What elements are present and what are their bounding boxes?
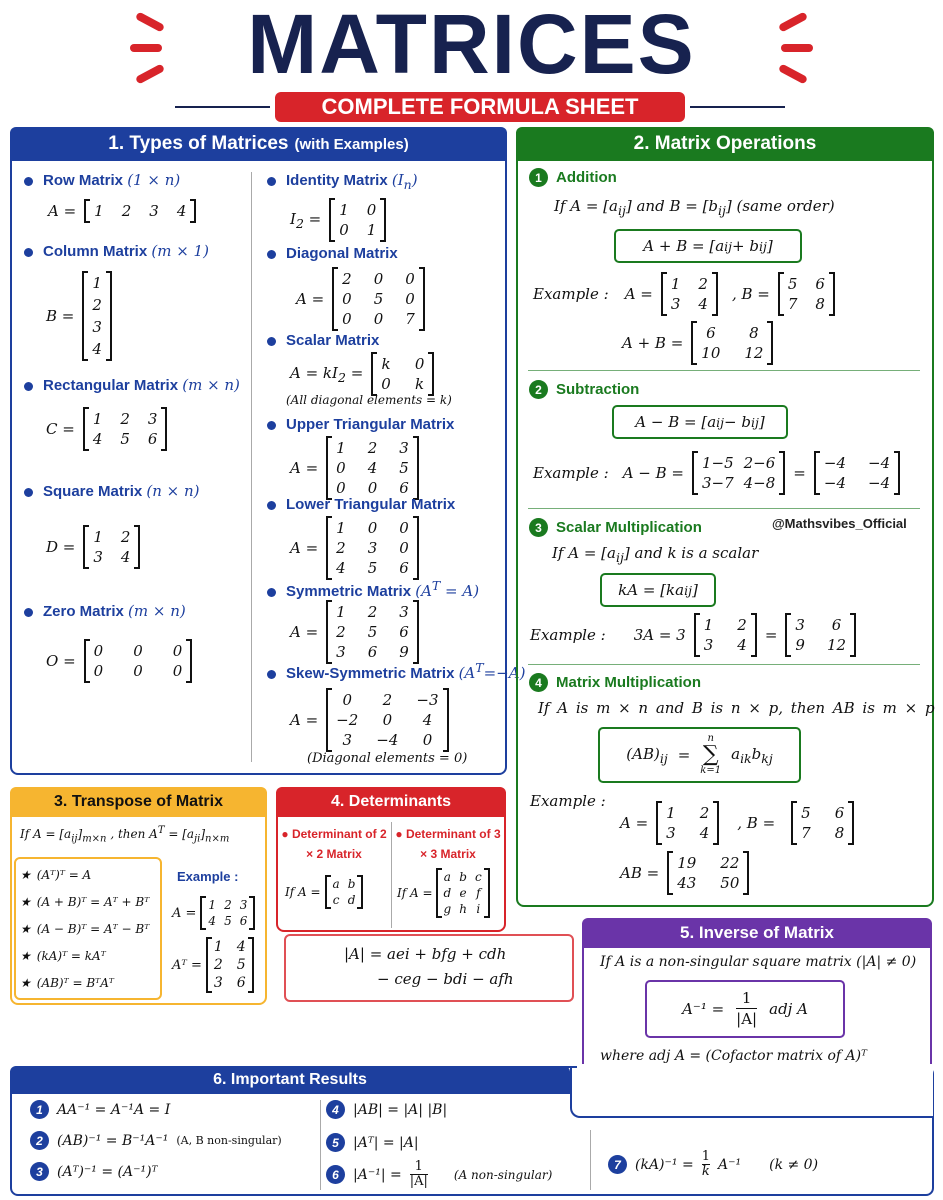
section-results-edge — [588, 1116, 934, 1118]
scalar-mult-formula-box: kA = [ka ij ] — [600, 573, 716, 607]
matrix-entry: 1 — [666, 804, 676, 822]
subtitle-line-left — [175, 106, 270, 108]
star-icon: ★ — [20, 949, 31, 963]
matrix-entry: 3 — [149, 202, 159, 220]
section-transpose-header — [10, 787, 267, 817]
matrix-entry: 4 — [236, 939, 246, 955]
matrix-entry: c — [474, 870, 482, 884]
transpose-property: ★ (AB)ᵀ = BᵀAᵀ — [20, 976, 114, 990]
addition-sum: A + B = 6 8 10 12 — [622, 322, 773, 364]
lower-triangular-example: A = 1 0 0 2 3 0 4 5 6 — [290, 517, 419, 579]
addition-example: Example : A = 1 2 3 4 , B = 5 6 7 8 — [533, 273, 835, 315]
matrix-entry: 4 — [422, 711, 433, 729]
matrix-entry: 1 — [670, 275, 681, 293]
matrix-entry: 7 — [405, 310, 415, 328]
author-handle: @Mathsvibes_Official — [772, 516, 907, 531]
matrix-entry: 5 — [120, 430, 130, 448]
matrix-entry: 0 — [414, 355, 425, 373]
matrix-mult-example: A = 1 2 3 4 , B = 5 6 7 8 — [620, 802, 854, 844]
zero-matrix-label: Zero Matrix (m × n) — [24, 602, 186, 620]
addition-matrix-b — [778, 273, 835, 315]
subtraction-matrix-work — [692, 452, 785, 494]
matrix-entry: −3 — [416, 691, 439, 709]
row-matrix — [84, 200, 196, 222]
matrix-entry: 2−6 — [743, 454, 776, 472]
matrix-entry: 0 — [373, 310, 384, 328]
matrix-entry: 2 — [224, 898, 232, 912]
section-inverse-header — [582, 918, 932, 948]
skew-symmetric-label: Skew-Symmetric Matrix $(A^T=-A)$ — [267, 660, 525, 682]
transpose-matrix-at — [206, 938, 254, 992]
title-area — [0, 0, 943, 125]
matrix-entry: −4 — [868, 454, 891, 472]
matrix-entry: 0 — [339, 221, 349, 239]
matrix-entry: 1 — [213, 939, 223, 955]
matrix-mult-product: AB = 19 22 43 50 — [620, 852, 749, 894]
matrix-entry: 6 — [834, 804, 845, 822]
matrix-entry: d — [347, 893, 356, 907]
scalar-matrix — [371, 353, 434, 395]
subtitle-line-right — [690, 106, 785, 108]
matrix-entry: 0 — [382, 711, 393, 729]
square-matrix — [83, 526, 140, 568]
matrix-entry: 4 — [367, 459, 378, 477]
result-6: 6 |A⁻¹| = $\frac{1}{|A|}$ (A non-singular) — [326, 1160, 552, 1190]
matrix-entry: 43 — [677, 874, 697, 892]
matrix-entry: k — [415, 375, 425, 393]
square-matrix-example: D = 1 2 3 4 — [46, 526, 140, 568]
section-results-header — [10, 1066, 570, 1094]
matrix-entry: −4 — [868, 474, 891, 492]
matrix-entry: 0 — [405, 270, 415, 288]
matrix-entry: 1 — [92, 274, 102, 292]
scalar-mult-matrix — [694, 614, 757, 656]
transpose-definition: If $A = [a_{ij}]_{m\times n}$ , then $A^T = [a_{ji}]_{n\times m}$ — [20, 825, 230, 845]
matrix-entry: 50 — [720, 874, 740, 892]
matrix-entry: −4 — [823, 474, 846, 492]
matrix-entry: 0 — [367, 519, 378, 537]
det3-label: ● Determinant of 3 × 3 Matrix — [395, 827, 501, 861]
result-3: 3 (Aᵀ)⁻¹ = (A⁻¹)ᵀ — [30, 1162, 157, 1181]
section-inverse-title: 5. Inverse of Matrix — [679, 923, 834, 942]
matrix-entry: 5 — [367, 623, 378, 641]
scalar-mult-result — [785, 614, 856, 656]
diagonal-matrix-label: Diagonal Matrix — [267, 245, 398, 262]
det2-matrix — [325, 876, 364, 908]
matrix-mult-formula-box: $(AB)_{ij}$ = n ∑ k=1 $a_{ik}b_{kj}$ — [598, 727, 801, 783]
result-5: 5 |Aᵀ| = |A| — [326, 1133, 419, 1152]
det3-formula-line1: |A| = aei + bfg + cdh — [344, 945, 507, 963]
matrix-entry: 4−8 — [743, 474, 776, 492]
matrix-entry: 4 — [92, 430, 103, 448]
scalar-mult-condition: If $A = [a_{ij}]$ and k is a scalar — [552, 544, 759, 565]
matrix-entry: 0 — [172, 662, 183, 680]
matrix-entry: 3 — [92, 318, 102, 336]
section-types-header — [10, 127, 507, 161]
subtraction-matrix-result — [814, 452, 900, 494]
matrix-mult-matrix-a — [656, 802, 719, 844]
matrix-entry: 1 — [94, 202, 104, 220]
matrix-entry: 2 — [367, 439, 378, 457]
star-icon: ★ — [20, 922, 31, 936]
matrix-entry: 0 — [336, 479, 346, 497]
matrix-entry: a — [443, 870, 451, 884]
identity-matrix — [329, 199, 386, 241]
matrix-entry: 0 — [399, 539, 409, 557]
matrix-entry: 7 — [787, 295, 798, 313]
matrix-entry: 6 — [399, 479, 409, 497]
matrix-entry: 2 — [698, 275, 708, 293]
section-determinants-title: 4. Determinants — [330, 793, 452, 810]
matrix-entry: 7 — [801, 824, 811, 842]
matrix-entry: 5 — [367, 559, 378, 577]
matrix-entry: d — [443, 886, 452, 900]
matrix-entry: 3−7 — [701, 474, 734, 492]
matrix-entry: 5 — [224, 914, 232, 928]
result-4: 4 |AB| = |A| |B| — [326, 1100, 447, 1119]
section-operations-header — [516, 127, 934, 161]
matrix-entry: 2 — [120, 410, 130, 428]
matrix-entry: −4 — [376, 731, 399, 749]
transpose-property: ★ (kA)ᵀ = kAᵀ — [20, 949, 106, 963]
matrix-entry: 8 — [834, 824, 845, 842]
results-divider — [320, 1100, 321, 1190]
section-results-title: 6. Important Results — [213, 1071, 367, 1088]
column-matrix-label: Column Matrix (m × 1) — [24, 242, 209, 260]
matrix-entry: 0 — [381, 375, 391, 393]
matrix-entry: −4 — [823, 454, 846, 472]
scalar-mult-heading: 3 Scalar Multiplication — [529, 518, 702, 537]
operations-divider — [528, 508, 920, 509]
matrix-entry: 19 — [677, 854, 697, 872]
identity-matrix-example: $I_2$ = 1 0 0 1 — [290, 199, 386, 241]
matrix-entry: 3 — [399, 603, 409, 621]
matrix-entry: 0 — [422, 731, 433, 749]
matrix-mult-matrix-b — [791, 802, 854, 844]
diagonal-matrix-example: A = 2 0 0 0 5 0 0 0 7 — [296, 268, 425, 330]
transpose-property: ★ (A + B)ᵀ = Aᵀ + Bᵀ — [20, 895, 150, 909]
matrix-entry: b — [347, 877, 356, 891]
matrix-entry: 3 — [93, 548, 103, 566]
determinants-divider — [391, 822, 392, 928]
subtraction-formula-box: A − B = [a ij − b ij ] — [612, 405, 788, 439]
transpose-property: ★ (Aᵀ)ᵀ = A — [20, 868, 92, 882]
matrix-entry: 8 — [815, 295, 825, 313]
inverse-formula-box: A⁻¹ = $\frac{1}{|A|}$ adj A — [645, 980, 845, 1038]
matrix-entry: 1 — [93, 528, 103, 546]
page-title: MATRICES — [247, 0, 696, 91]
addition-matrix-a — [661, 273, 718, 315]
matrix-entry: 0 — [93, 642, 104, 660]
matrix-entry: 6 — [147, 430, 158, 448]
matrix-entry: 4 — [92, 340, 102, 358]
matrix-mult-heading: 4 Matrix Multiplication — [529, 673, 701, 692]
matrix-entry: 1 — [366, 221, 377, 239]
matrix-entry: i — [476, 902, 481, 916]
matrix-entry: 4 — [208, 914, 217, 928]
matrix-entry: 0 — [367, 479, 378, 497]
matrix-entry: 4 — [699, 824, 710, 842]
matrix-entry: −2 — [336, 711, 359, 729]
scalar-matrix-label: Scalar Matrix — [267, 332, 379, 349]
matrix-mult-product-matrix — [667, 852, 749, 894]
matrix-entry: 3 — [399, 439, 409, 457]
matrix-entry: f — [476, 886, 481, 900]
symmetric-matrix-example: A = 1 2 3 2 5 6 3 6 9 — [290, 601, 419, 663]
matrix-entry: 0 — [133, 662, 143, 680]
matrix-entry: 4 — [698, 295, 708, 313]
section-determinants-header — [276, 787, 506, 817]
matrix-entry: 1−5 — [701, 454, 734, 472]
diagonal-matrix — [332, 268, 425, 330]
symmetric-matrix — [326, 601, 419, 663]
scalar-matrix-example: $A = kI_2$ = k 0 0 k — [290, 353, 434, 395]
results-divider — [590, 1130, 591, 1190]
matrix-entry: 8 — [749, 324, 759, 342]
star-icon: ★ — [20, 895, 31, 909]
column-matrix-example: B = 1 2 3 4 — [46, 272, 112, 360]
matrix-entry: 4 — [176, 202, 187, 220]
matrix-entry: 1 — [336, 519, 346, 537]
matrix-entry: 4 — [336, 559, 346, 577]
matrix-entry: 12 — [826, 636, 847, 654]
matrix-entry: 2 — [336, 623, 346, 641]
matrix-entry: 0 — [93, 662, 104, 680]
det3-formula-line2: − ceg − bdi − afh — [377, 970, 514, 988]
matrix-entry: 0 — [373, 270, 384, 288]
matrix-entry: 3 — [342, 731, 352, 749]
matrix-entry: 0 — [336, 459, 346, 477]
matrix-entry: 6 — [815, 275, 825, 293]
matrix-entry: 2 — [120, 528, 131, 546]
matrix-entry: 2 — [213, 957, 223, 973]
section-transpose-title: 3. Transpose of Matrix — [54, 793, 223, 810]
skew-symmetric-note: (Diagonal elements = 0) — [307, 751, 468, 766]
matrix-entry: 6 — [239, 914, 248, 928]
zero-matrix-example: O = 0 0 0 0 0 0 — [46, 640, 192, 682]
section-results-mask — [577, 1064, 933, 1116]
operations-divider — [528, 664, 920, 665]
matrix-entry: 1 — [703, 616, 714, 634]
matrix-mult-example-label: Example : — [530, 792, 606, 810]
matrix-entry: 6 — [706, 324, 716, 342]
lower-triangular-label: Lower Triangular Matrix — [267, 496, 455, 513]
transpose-matrix-a — [200, 897, 255, 929]
det3-matrix — [436, 869, 490, 917]
result-1: 1 AA⁻¹ = A⁻¹A = I — [30, 1100, 170, 1119]
matrix-entry: 3 — [147, 410, 158, 428]
matrix-entry: 6 — [831, 616, 842, 634]
transpose-example-label: Example : — [177, 869, 239, 884]
rectangular-matrix — [83, 408, 168, 450]
matrix-entry: e — [459, 886, 467, 900]
matrix-entry: 2 — [121, 202, 132, 220]
matrix-entry: 1 — [92, 410, 103, 428]
identity-matrix-label: Identity Matrix $(I_n)$ — [267, 171, 418, 192]
matrix-entry: 0 — [342, 290, 352, 308]
matrix-entry: 3 — [670, 295, 681, 313]
matrix-entry: 9 — [399, 643, 409, 661]
matrix-entry: 2 — [382, 691, 393, 709]
matrix-entry: 3 — [336, 643, 346, 661]
matrix-entry: k — [381, 355, 391, 373]
matrix-entry: 2 — [699, 804, 710, 822]
rectangular-matrix-example: C = 1 2 3 4 5 6 — [46, 408, 167, 450]
subtraction-example: Example : A − B = 1−5 2−6 3−7 4−8 = −4 −4 −4 −4 — [533, 452, 900, 494]
det2-label: ● Determinant of 2 × 2 Matrix — [281, 827, 387, 861]
matrix-entry: 10 — [701, 344, 721, 362]
matrix-entry: 0 — [399, 519, 409, 537]
row-matrix-example: A = 1 2 3 4 — [48, 200, 196, 222]
det2-example: If A = a b c d — [285, 876, 363, 908]
matrix-entry: 0 — [342, 310, 352, 328]
lower-triangular-matrix — [326, 517, 419, 579]
matrix-entry: 0 — [366, 201, 377, 219]
matrix-entry: 4 — [120, 548, 131, 566]
matrix-entry: 3 — [213, 975, 223, 991]
matrix-entry: 6 — [236, 975, 246, 991]
matrix-entry: c — [332, 893, 340, 907]
matrix-entry: 1 — [339, 201, 349, 219]
addition-formula-box: A + B = [a ij + b ij ] — [614, 229, 802, 263]
page-subtitle: COMPLETE FORMULA SHEET — [275, 92, 685, 122]
row-matrix-label: Row Matrix (1 × n) — [24, 171, 180, 189]
matrix-mult-condition: If A is m × n and B is n × p, then AB is m × p — [538, 699, 935, 717]
section-results-edge — [570, 1068, 590, 1118]
matrix-entry: 2 — [367, 603, 378, 621]
matrix-entry: 12 — [744, 344, 764, 362]
inverse-where: where adj A = (Cofactor matrix of A)ᵀ — [600, 1048, 867, 1064]
upper-triangular-matrix — [326, 437, 419, 499]
skew-symmetric-matrix — [326, 689, 448, 751]
upper-triangular-label: Upper Triangular Matrix — [267, 416, 454, 433]
subtraction-heading: 2 Subtraction — [529, 380, 639, 399]
square-matrix-label: Square Matrix (n × n) — [24, 482, 200, 500]
transpose-properties — [20, 862, 149, 997]
symmetric-matrix-label: Symmetric Matrix $(A^T = A)$ — [267, 578, 479, 600]
section-types-title: 1. Types of Matrices — [108, 133, 289, 154]
matrix-entry: g — [443, 902, 452, 916]
matrix-entry: 6 — [399, 623, 409, 641]
matrix-entry: 6 — [367, 643, 378, 661]
addition-condition: If $A = [a_{ij}]$ and $B = [b_{ij}]$ (same order) — [554, 197, 835, 218]
matrix-entry: 0 — [405, 290, 415, 308]
inverse-condition: If A is a non-singular square matrix (|A| ≠ 0) — [600, 954, 917, 970]
matrix-entry: 1 — [336, 603, 346, 621]
zero-matrix — [84, 640, 193, 682]
matrix-entry: 6 — [399, 559, 409, 577]
skew-symmetric-example: A = 0 2 −3 −2 0 4 3 −4 0 — [290, 689, 449, 751]
transpose-example-a: A = 1 2 3 4 5 6 — [172, 897, 255, 929]
matrix-entry: 5 — [399, 459, 409, 477]
matrix-entry: 22 — [720, 854, 740, 872]
matrix-entry: 5 — [373, 290, 384, 308]
section-types-divider — [251, 172, 252, 762]
matrix-entry: 5 — [236, 957, 246, 973]
section-types-note: (with Examples) — [294, 135, 409, 153]
matrix-entry: 5 — [801, 804, 811, 822]
matrix-entry: 5 — [787, 275, 798, 293]
result-2: 2 (AB)⁻¹ = B⁻¹A⁻¹ (A, B non-singular) — [30, 1131, 282, 1150]
matrix-entry: 1 — [336, 439, 346, 457]
column-matrix — [82, 272, 112, 360]
matrix-entry: 0 — [342, 691, 352, 709]
matrix-entry: 2 — [336, 539, 346, 557]
transpose-example-at: Aᵀ = 1 4 2 5 3 6 — [172, 938, 254, 992]
matrix-entry: 3 — [795, 616, 805, 634]
addition-heading: 1 Addition — [529, 168, 617, 187]
matrix-entry: 2 — [342, 270, 352, 288]
scalar-mult-example: Example : 3A = 3 1 2 3 4 = 3 6 9 12 — [530, 614, 856, 656]
upper-triangular-example: A = 1 2 3 0 4 5 0 0 6 — [290, 437, 419, 499]
result-7: 7 (kA)⁻¹ = $\frac{1}{k}$ A⁻¹ (k ≠ 0) — [608, 1150, 818, 1180]
matrix-entry: 1 — [208, 898, 217, 912]
matrix-entry: a — [332, 877, 340, 891]
matrix-entry: h — [459, 902, 467, 916]
matrix-entry: 0 — [133, 642, 143, 660]
matrix-entry: 2 — [737, 616, 747, 634]
addition-sum-matrix — [691, 322, 773, 364]
matrix-entry: b — [459, 870, 467, 884]
section-operations-title: 2. Matrix Operations — [633, 133, 817, 154]
matrix-entry: 3 — [367, 539, 378, 557]
scalar-matrix-note: (All diagonal elements = k) — [286, 393, 452, 407]
rectangular-matrix-label: Rectangular Matrix (m × n) — [24, 376, 240, 394]
operations-divider — [528, 370, 920, 371]
matrix-entry: 4 — [737, 636, 747, 654]
transpose-property: ★ (A − B)ᵀ = Aᵀ − Bᵀ — [20, 922, 150, 936]
matrix-entry: 3 — [666, 824, 676, 842]
star-icon: ★ — [20, 868, 31, 882]
matrix-entry: 3 — [703, 636, 714, 654]
matrix-entry: 2 — [92, 296, 102, 314]
matrix-entry: 9 — [795, 636, 805, 654]
matrix-entry: 3 — [239, 898, 248, 912]
star-icon: ★ — [20, 976, 31, 990]
det3-example: If A = a b c d e f g h i — [397, 869, 490, 917]
matrix-entry: 0 — [172, 642, 183, 660]
